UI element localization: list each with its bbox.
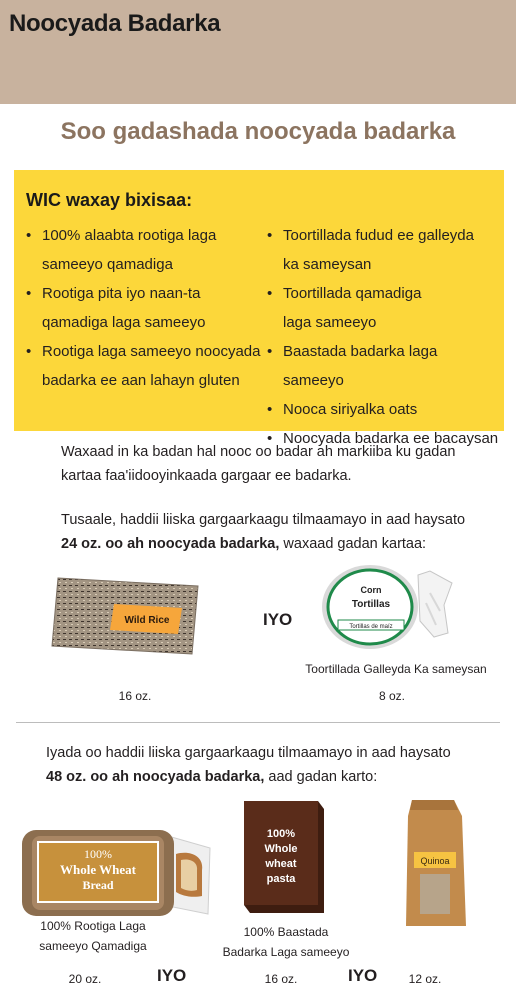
- bread-label-2: Whole Wheat: [60, 862, 136, 877]
- tortilla-size: 8 oz.: [378, 689, 405, 703]
- list-item: • Toortillada fudud ee galleyda ka sameysan: [267, 221, 502, 279]
- list-item: • Rootiga pita iyo naan-ta qamadiga laga sameeyo: [26, 279, 261, 337]
- tortillas-label: Tortillas: [351, 599, 391, 610]
- page-title: Noocyada Badarka: [9, 10, 221, 37]
- wic-heading: WIC waxay bixisaa:: [26, 190, 193, 210]
- whole-wheat-pasta-box-image: [240, 797, 326, 915]
- list-item: • 100% alaabta rootiga laga sameeyo qamadiga: [26, 221, 261, 279]
- bread-label-3: Bread: [82, 878, 114, 892]
- list-item: • Rootiga laga sameeyo noocyada badarka ee aan lahayn gluten: [26, 337, 261, 395]
- quinoa-bag-image: [398, 796, 474, 932]
- pasta-label-1: 100%: [266, 828, 296, 840]
- wild-rice-label: Wild Rice: [124, 615, 170, 626]
- pasta-label-2: Whole: [264, 843, 298, 855]
- list-item: • Toortillada qamadiga laga sameeyo: [267, 279, 502, 337]
- pasta-caption: 100% Baastada Badarka Laga sameeyo: [222, 925, 350, 959]
- wild-rice-size: 16 oz.: [118, 689, 152, 703]
- section-divider: [16, 722, 500, 723]
- list-item: • Nooca siriyalka oats: [267, 395, 502, 424]
- intro-paragraph: Waxaad in ka badan hal nooc oo badar ah markiiba ku gadan kartaa faa'iidooyinkaada gargaar ee badarka.: [61, 444, 456, 484]
- list-item: • Baastada badarka laga sameeyo: [267, 337, 502, 395]
- pasta-size: 16 oz.: [264, 972, 298, 986]
- bread-caption: 100% Rootiga Laga sameeyo Qamadiga: [39, 919, 147, 953]
- pasta-label-3: wheat: [265, 858, 297, 870]
- corn-label: Corn: [360, 585, 382, 595]
- wild-rice-package-image: [50, 572, 200, 658]
- quinoa-size: 12 oz.: [408, 972, 442, 986]
- pasta-label-4: pasta: [266, 873, 296, 885]
- example2-paragraph: Iyada oo haddii liiska gargaarkaagu tilmaamayo in aad haysato 48 oz. oo ah noocyada badarka, aad gadan karto:: [46, 745, 451, 785]
- or-label: IYO: [348, 966, 378, 985]
- bread-size: 20 oz.: [68, 972, 102, 986]
- example1-paragraph: Tusaale, haddii liiska gargaarkaagu tilmaamayo in aad haysato 24 oz. oo ah noocyada badarka, waxaad gadan kartaa:: [61, 512, 466, 552]
- corn-tortillas-package-image: [318, 563, 468, 653]
- or-label: IYO: [157, 966, 187, 985]
- quinoa-label: Quinoa: [420, 856, 450, 866]
- bread-label-1: 100%: [84, 847, 112, 861]
- wic-list-left: [26, 221, 261, 395]
- tortillas-de-maiz-label: Tortillas de maíz: [349, 624, 393, 630]
- whole-wheat-bread-image: [18, 826, 214, 918]
- or-label: IYO: [263, 610, 293, 629]
- wic-list-right: [267, 221, 502, 453]
- list-item: • Noocyada badarka ee bacaysan: [267, 424, 502, 453]
- tortilla-caption: Toortillada Galleyda Ka sameysan: [305, 662, 487, 676]
- section-subtitle: Soo gadashada noocyada badarka: [60, 118, 456, 145]
